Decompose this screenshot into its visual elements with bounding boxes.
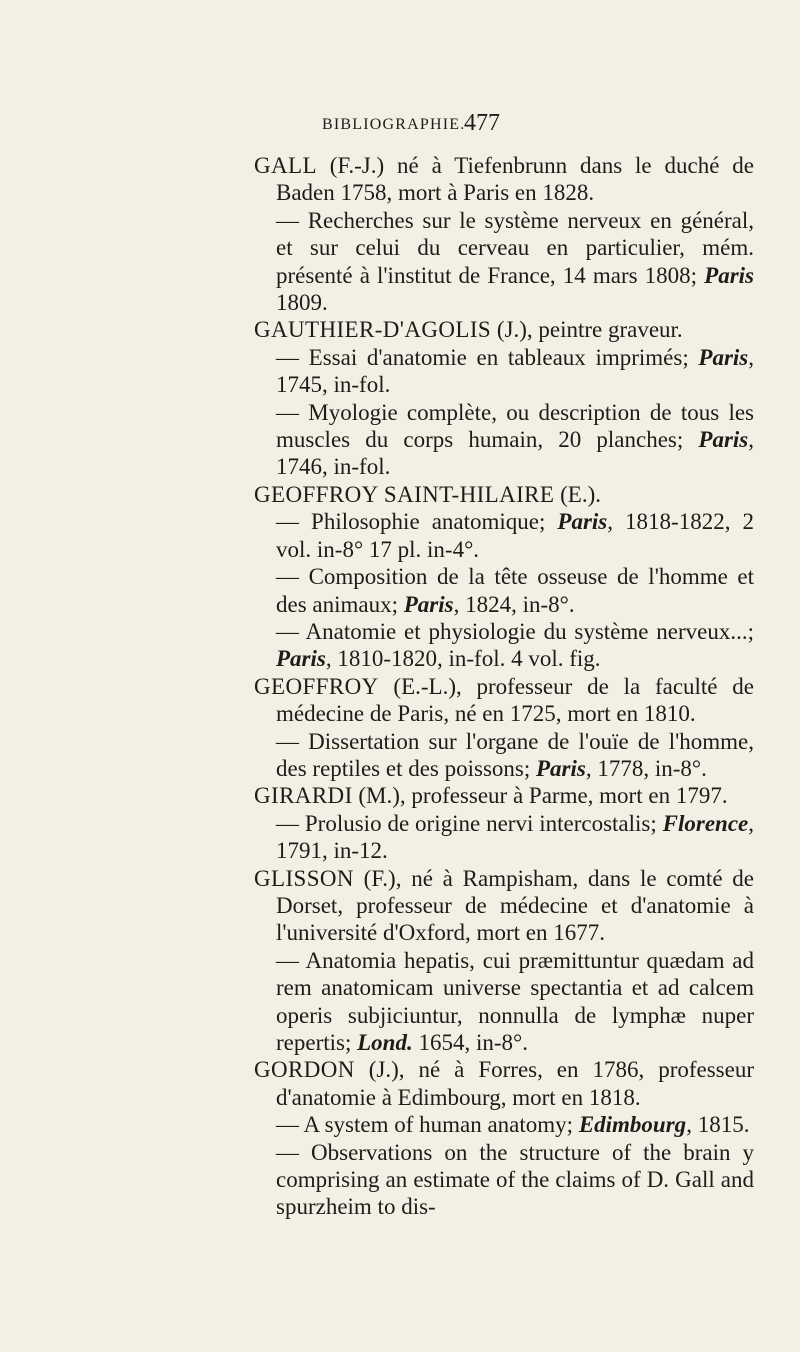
publication-city: Lond. — [357, 1030, 413, 1055]
work-citation — [254, 618, 754, 673]
publication-city: Paris — [704, 262, 754, 288]
author-details: (F.), né à Rampisham, dans le comté de Dorset, professeur de médecine et d'anatomie à l'université d'Oxford, mort en 1677. — [276, 865, 754, 946]
work-text: — Anatomia hepatis, cui præmittuntur quædam ad rem anatomicam universe spectantia et ad calcem operis subjiciuntur, nonnulla de lymphæ nuper repertis; — [276, 947, 754, 1055]
author-details: (F.-J.) né à Tiefenbrunn dans le duché de Baden 1758, mort à Paris en 1828. — [276, 153, 754, 206]
work-imprint: , 1791, in-12. — [276, 810, 754, 864]
author-name: GEOFFROY — [254, 673, 379, 699]
entry-heading — [254, 481, 754, 508]
bibliography-entry — [254, 782, 754, 864]
work-imprint: , 1818-1822, 2 vol. in-8° 17 pl. in-4°. — [276, 509, 754, 562]
work-text: — Essai d'anatomie en tableaux imprimés; — [276, 344, 699, 370]
work-imprint: , 1824, in-8°. — [453, 591, 575, 617]
author-details: (E.-L.), professeur de la faculté de médecine de Paris, né en 1725, mort en 1810. — [276, 673, 754, 727]
work-text: — Recherches sur le système nerveux en général, et sur celui du cerveau en particulier, mém. présenté à l'institut de France, 14 mars 1808; — [276, 207, 754, 288]
work-text: — Philosophie anatomique; — [276, 509, 558, 535]
work-citation — [254, 399, 754, 481]
work-imprint: , 1746, in-fol. — [276, 427, 754, 480]
work-text: — A system of human anatomy; — [276, 1112, 579, 1138]
work-citation — [254, 344, 754, 399]
work-citation — [254, 728, 754, 783]
publication-city: Paris — [276, 646, 326, 672]
work-imprint: 1654, in-8°. — [412, 1030, 528, 1055]
entry-heading — [254, 152, 754, 207]
publication-city: Paris — [557, 509, 608, 535]
work-citation — [254, 1111, 754, 1138]
work-text: — Prolusio de origine nervi intercostalis; — [276, 810, 663, 836]
bibliography-entry — [254, 152, 754, 316]
author-details: (E.). — [554, 481, 601, 507]
author-name: GORDON — [254, 1057, 355, 1083]
bibliography-entry — [254, 316, 754, 480]
publication-city: Paris — [698, 344, 749, 370]
work-citation — [254, 1139, 754, 1221]
publication-city: Edimbourg — [578, 1112, 687, 1138]
work-text: — Myologie complète, ou description de tous les muscles du corps humain, 20 planches; — [276, 399, 754, 453]
author-name: GALL — [254, 153, 317, 178]
publication-city: Florence — [662, 810, 749, 836]
author-details: (M.), professeur à Parme, mort en 1797. — [352, 783, 728, 809]
work-citation — [254, 563, 754, 618]
work-imprint: , 1815. — [686, 1112, 750, 1138]
page-number: 477 — [464, 110, 500, 136]
bibliography-entry — [254, 865, 754, 1057]
work-text: — Dissertation sur l'organe de l'ouïe de l'homme, des reptiles et des poissons; — [276, 728, 754, 781]
author-name: GAUTHIER-D'AGOLIS — [254, 317, 492, 343]
work-citation — [254, 947, 754, 1057]
publication-city: Paris — [698, 427, 749, 453]
entry-heading — [254, 865, 754, 947]
work-citation — [254, 207, 754, 317]
entry-heading — [254, 673, 754, 728]
work-text: — Anatomie et physiologie du système nerveux...; — [276, 618, 754, 644]
author-details: (J.), né à Forres, en 1786, professeur d'anatomie à Edimbourg, mort en 1818. — [276, 1057, 754, 1110]
work-citation — [254, 810, 754, 865]
publication-city: Paris — [536, 755, 586, 781]
running-head — [0, 110, 800, 146]
entry-heading — [254, 316, 754, 343]
bibliography-entry — [254, 1056, 754, 1220]
work-citation — [254, 508, 754, 563]
work-imprint: , 1745, in-fol. — [276, 344, 754, 398]
bibliography-body — [254, 152, 754, 1221]
bibliography-entry — [254, 481, 754, 673]
entry-heading — [254, 782, 754, 809]
work-text: — Composition de la tête osseuse de l'homme et des animaux; — [276, 564, 754, 617]
work-imprint: , 1810-1820, in-fol. 4 vol. fig. — [325, 646, 601, 672]
author-details: (J.), peintre graveur. — [491, 317, 683, 343]
work-imprint: , 1778, in-8°. — [585, 755, 707, 781]
work-text: — Observations on the structure of the brain y comprising an estimate of the claims of D. Gall and spurzheim to dis- — [276, 1139, 754, 1220]
entry-heading — [254, 1056, 754, 1111]
bibliography-entry — [254, 673, 754, 783]
author-name: GLISSON — [254, 865, 354, 891]
author-name: GEOFFROY SAINT-HILAIRE — [254, 481, 555, 507]
running-title: BIBLIOGRAPHIE. — [322, 116, 466, 133]
publication-city: Paris — [403, 591, 454, 617]
author-name: GIRARDI — [254, 783, 353, 809]
work-imprint: 1809. — [276, 290, 328, 316]
